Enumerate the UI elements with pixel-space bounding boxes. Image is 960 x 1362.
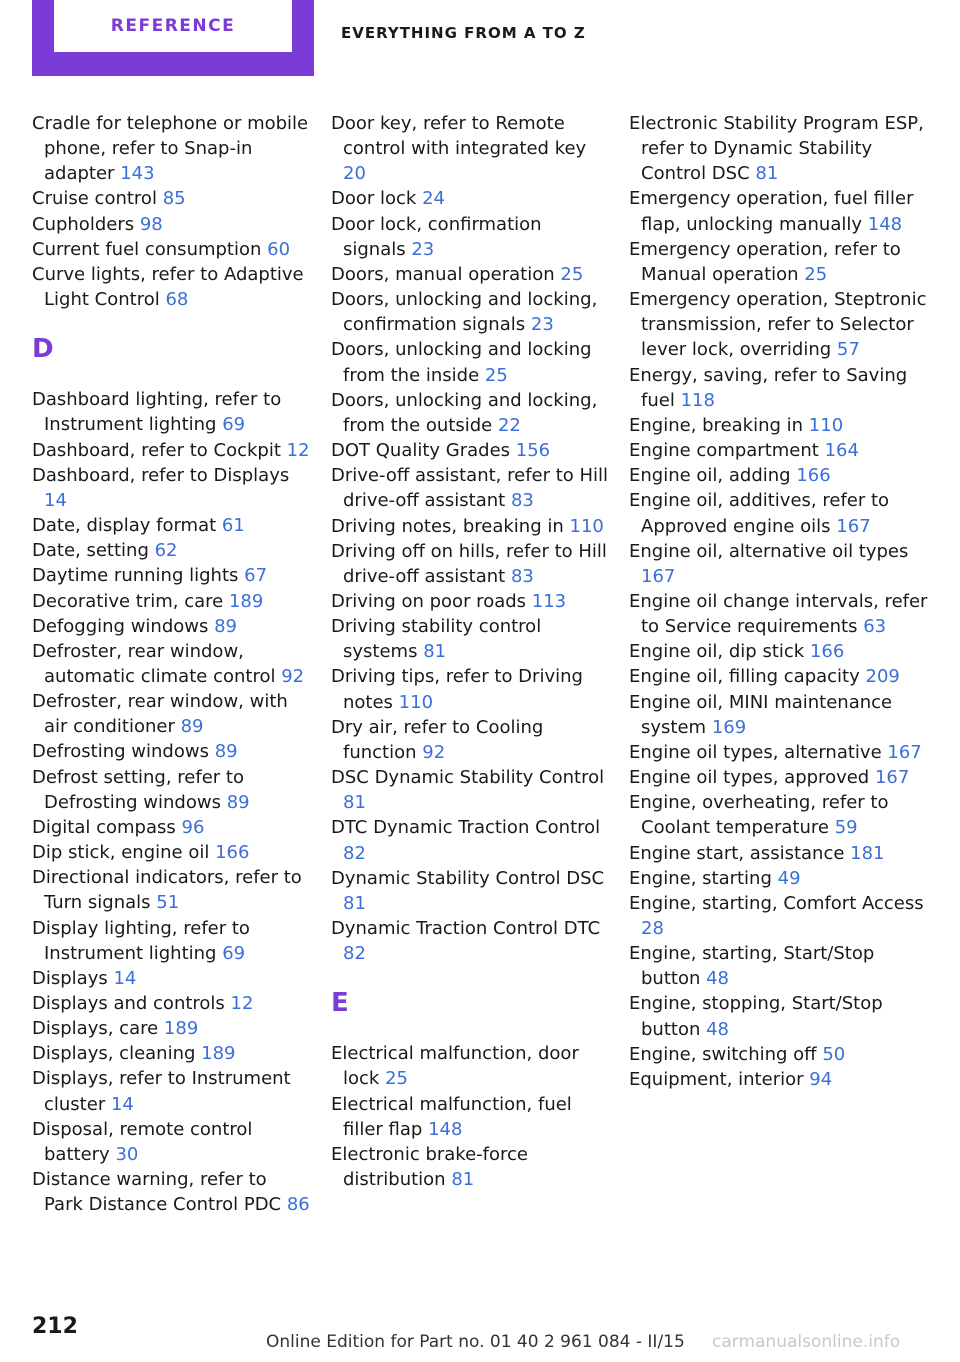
entry-text: Displays, refer to Instrument cluster [32,1068,291,1115]
index-entry [32,765,310,815]
page-link[interactable]: 89 [226,791,250,813]
page-link[interactable]: 25 [484,364,508,386]
entry-text: Engine compartment [629,440,819,462]
page-link[interactable]: 23 [411,238,435,260]
tab-label: REFERENCE [110,16,236,36]
entry-text: Electrical malfunction, fuel filler flap [331,1093,572,1140]
entry-text: Directional indicators, refer to Turn signals [32,867,302,914]
index-entry [629,740,929,765]
entry-text: Dashboard lighting, refer to Instrument lighting [32,389,282,436]
entry-text: Engine oil types, alternative [629,741,882,763]
index-entry [331,1142,609,1192]
index-entry [32,387,310,437]
page-link[interactable]: 82 [343,943,366,965]
page-link[interactable]: 61 [221,515,245,537]
entry-text: Doors, unlocking and locking, from the outside [331,389,598,436]
index-entry [32,513,310,538]
entry-text: Defroster, rear window, automatic climate control [32,640,276,687]
index-entry [629,1042,929,1067]
index-entry [32,538,310,563]
entry-text: Disposal, remote control battery [32,1118,253,1165]
page-link[interactable]: 69 [222,414,246,436]
entry-text: Defrost setting, refer to Defrosting windows [32,766,244,813]
entry-text: Engine oil, alternative oil types [629,540,909,562]
entry-text: Defroster, rear window, with air conditioner [32,691,288,738]
page-link[interactable]: 189 [228,590,264,612]
index-entry [331,111,609,186]
index-entry [32,1167,310,1217]
index-entry [32,262,310,312]
index-column-3 [629,111,929,1092]
index-entry [629,790,929,840]
entry-text: Doors, manual operation [331,263,555,285]
entry-text: Engine oil, adding [629,465,791,487]
entry-text: Engine oil change intervals, refer to Service requirements [629,590,928,638]
entry-text: Cupholders [32,213,135,235]
page-link[interactable]: 92 [422,741,446,763]
page-link[interactable]: 12 [286,439,310,461]
entry-text: Driving on poor roads [331,590,527,612]
entry-text: Emergency operation, refer to Manual operation [629,238,901,285]
page-link[interactable]: 209 [865,666,900,688]
entry-text: Digital compass [32,816,176,838]
entry-text: DTC Dynamic Traction Control [331,817,601,839]
page-link[interactable]: 60 [267,238,291,260]
index-entry [32,840,310,865]
entry-text: Electronic Stability Program ESP, refer to Dynamic Stability Control DSC [629,113,924,185]
watermark-text: carmanualsonline.info [712,1332,901,1352]
entry-text: Door lock [331,188,417,210]
page-link[interactable]: 164 [824,440,859,462]
page-link[interactable]: 14 [110,1093,134,1115]
entry-text: Displays, cleaning [32,1043,196,1065]
index-entry [32,463,310,513]
index-entry [32,865,310,915]
entry-text: Doors, unlocking and locking, confirmation signals [331,289,598,336]
page-link[interactable]: 20 [343,163,366,185]
index-entry [331,438,609,463]
page-link[interactable]: 69 [222,942,246,964]
entry-text: Dashboard, refer to Displays [32,464,290,486]
section-letter: E [331,988,349,1019]
page-link[interactable]: 118 [680,389,715,411]
entry-text: Door key, refer to Remote control with integrated key [331,113,587,160]
page-link[interactable]: 28 [641,918,664,939]
page-link[interactable]: 14 [44,489,67,511]
index-entry [331,337,609,387]
entry-text: Equipment, interior [629,1068,804,1090]
entry-text: Distance warning, refer to Park Distance Control PDC [32,1169,282,1216]
page-link[interactable]: 166 [809,641,845,663]
entry-text: Electronic brake-force distribution [331,1143,528,1191]
entry-text: Engine, stopping, Start/Stop button [629,993,883,1040]
index-entry [331,664,609,714]
page-link[interactable]: 23 [530,314,554,336]
entry-text: Dynamic Stability Control DSC [331,867,605,889]
page-link[interactable]: 110 [398,691,434,713]
index-entry [629,690,929,740]
page-link[interactable]: 156 [515,440,551,462]
index-entry [629,841,929,866]
index-entry [629,941,929,991]
page-link[interactable]: 49 [777,867,801,889]
page-link[interactable]: 92 [281,665,305,687]
index-entry [629,488,929,538]
page-link[interactable]: 81 [755,163,779,185]
index-entry [629,287,929,362]
index-column-1 [32,111,310,1217]
index-entry [32,563,310,588]
entry-text: Engine oil, dip stick [629,641,805,663]
index-entry [629,111,929,186]
index-entry [331,388,609,438]
entry-text: Date, setting [32,540,149,562]
entry-text: Current fuel consumption [32,238,262,260]
entry-text: Driving tips, refer to Driving notes [331,666,583,713]
index-entry [331,463,609,513]
page-link[interactable]: 189 [163,1018,199,1040]
entry-text: Door lock, confirmation signals [331,213,542,260]
page-link[interactable]: 86 [286,1194,310,1216]
page-link[interactable]: 167 [887,741,922,763]
entry-text: Dip stick, engine oil [32,842,210,864]
index-entry [32,1117,310,1167]
index-entry [32,991,310,1016]
page-link[interactable]: 25 [804,263,828,285]
edition-text: Online Edition for Part no. 01 40 2 961 084 - II/15 [266,1332,685,1352]
index-entry [32,614,310,639]
page-link[interactable]: 167 [874,767,910,789]
page-link[interactable]: 22 [497,414,521,436]
index-entry [32,186,310,211]
page-link[interactable]: 96 [181,816,205,838]
page-link[interactable]: 81 [343,792,366,814]
entry-text: Engine start, assistance [629,842,845,864]
entry-text: Driving stability control systems [331,616,542,663]
page-link[interactable]: 14 [113,967,137,989]
index-entry [629,539,929,589]
index-entry [32,1066,310,1116]
section-title: EVERYTHING FROM A TO Z [341,24,586,42]
entry-text: Engine, starting, Comfort Access [629,892,924,914]
entry-text: Dashboard, refer to Cockpit [32,439,281,461]
page-link[interactable]: 82 [343,842,366,864]
index-entry [629,891,929,941]
entry-text: Dynamic Traction Control DTC [331,918,601,939]
index-entry [331,262,609,287]
page-link[interactable]: 63 [863,616,887,638]
entry-text: Displays and controls [32,993,225,1014]
entry-text: Engine, breaking in [629,414,804,436]
page-link[interactable]: 51 [156,892,180,914]
page-link[interactable]: 166 [796,465,831,487]
index-entry [331,765,609,815]
entry-text: Daytime running lights [32,565,239,587]
index-entry [331,212,609,262]
index-entry [629,438,929,463]
index-entry [331,589,609,614]
entry-text: Engine oil, filling capacity [629,666,860,688]
index-entry [32,639,310,689]
index-entry [629,413,929,438]
page-link[interactable]: 48 [706,968,730,990]
page-link[interactable]: 62 [154,540,178,562]
entry-text: Doors, unlocking and locking from the inside [331,339,592,386]
index-entry [331,715,609,765]
entry-text: Engine oil, additives, refer to Approved engine oils [629,490,890,537]
index-entry [629,589,929,639]
page-link[interactable]: 113 [531,590,567,612]
page-link[interactable]: 30 [115,1143,139,1165]
entry-text: Defogging windows [32,615,209,637]
header-tab [32,0,314,76]
index-entry [629,237,929,287]
section-letter: D [32,334,54,365]
page-link[interactable]: 81 [343,892,366,914]
page-link[interactable]: 12 [230,993,254,1014]
page-link[interactable]: 85 [162,188,186,210]
page-link[interactable]: 167 [836,515,871,537]
index-entry [629,1067,929,1092]
page-link[interactable]: 148 [867,213,903,235]
page-link[interactable]: 98 [139,213,163,235]
index-entry [32,1016,310,1041]
index-entry [32,689,310,739]
page-link[interactable]: 110 [569,515,604,537]
entry-text: Emergency operation, Steptronic transmission, refer to Selector lever lock, overriding [629,289,927,361]
index-entry [629,639,929,664]
index-entry [32,739,310,764]
page-link[interactable]: 167 [641,565,676,587]
entry-text: Engine, overheating, refer to Coolant temperature [629,792,889,839]
page-link[interactable]: 81 [423,641,447,663]
page-link[interactable]: 89 [214,741,238,763]
page-link[interactable]: 169 [711,716,747,738]
index-entry [32,438,310,463]
index-entry [32,589,310,614]
entry-text: Displays [32,967,108,989]
page-link[interactable]: 81 [451,1169,475,1191]
entry-text: DOT Quality Grades [331,440,511,462]
entry-text: Displays, care [32,1018,159,1040]
index-entry [32,815,310,840]
page-link[interactable]: 67 [244,565,268,587]
index-entry [331,539,609,589]
index-entry [331,815,609,865]
entry-text: Engine, starting [629,867,772,889]
index-entry [629,991,929,1041]
entry-text: Emergency operation, fuel filler flap, unlocking manually [629,188,914,235]
page-link[interactable]: 68 [165,289,189,311]
index-entry [32,237,310,262]
index-entry [629,186,929,236]
page-link[interactable]: 25 [385,1068,408,1090]
page-link[interactable]: 57 [836,339,860,361]
index-entry [629,866,929,891]
index-entry [331,614,609,664]
page-number: 212 [32,1314,78,1339]
page-link[interactable]: 181 [850,842,885,864]
entry-text: Driving notes, breaking in [331,515,564,537]
entry-text: Electrical malfunction, door lock [331,1043,579,1090]
index-entry [32,916,310,966]
page-link[interactable]: 166 [215,842,250,864]
entry-text: Energy, saving, refer to Saving fuel [629,364,908,411]
entry-text: DSC Dynamic Stability Control [331,767,605,789]
page-link[interactable]: 94 [809,1068,833,1090]
index-entry [331,287,609,337]
entry-text: Engine, starting, Start/Stop button [629,943,875,990]
page-link[interactable]: 24 [422,188,445,210]
index-entry [629,664,929,689]
index-entry [629,463,929,488]
entry-text: Driving off on hills, refer to Hill drive-off assistant [331,540,607,587]
page-link[interactable]: 50 [822,1043,846,1065]
index-entry [331,1092,609,1142]
page-link[interactable]: 148 [428,1118,463,1140]
index-entry [32,111,310,186]
entry-text: Defrosting windows [32,741,209,763]
page-link[interactable]: 143 [120,163,155,185]
entry-text: Dry air, refer to Cooling function [331,716,544,763]
entry-text: Engine oil, MINI maintenance system [629,691,893,738]
index-entry [331,514,609,539]
index-entry [32,966,310,991]
entry-text: Engine oil types, approved [629,767,870,789]
entry-text: Date, display format [32,515,217,537]
entry-text: Drive-off assistant, refer to Hill drive-off assistant [331,465,609,512]
entry-text: Curve lights, refer to Adaptive Light Control [32,263,304,311]
index-entry [629,765,929,790]
page-link[interactable]: 189 [201,1043,236,1065]
page-link[interactable]: 89 [180,716,204,738]
index-entry [331,1041,609,1091]
page-link[interactable]: 83 [510,565,534,587]
index-entry [331,186,609,211]
page-link[interactable]: 25 [560,263,584,285]
page-link[interactable]: 110 [808,414,844,436]
page-link[interactable]: 48 [706,1018,730,1040]
page-link[interactable]: 83 [510,490,534,512]
page-link[interactable]: 59 [834,817,858,839]
entry-text: Cruise control [32,188,157,210]
index-column-2 [331,111,609,1192]
index-entry [331,916,609,966]
index-entry [629,363,929,413]
entry-text: Engine, switching off [629,1043,817,1065]
index-entry [331,866,609,916]
index-entry [32,1041,310,1066]
page-link[interactable]: 89 [214,615,238,637]
index-entry [32,212,310,237]
entry-text: Cradle for telephone or mobile phone, refer to Snap-in adapter [32,113,309,185]
entry-text: Display lighting, refer to Instrument lighting [32,917,250,964]
header-tab-inner [54,0,292,52]
entry-text: Decorative trim, care [32,590,224,612]
